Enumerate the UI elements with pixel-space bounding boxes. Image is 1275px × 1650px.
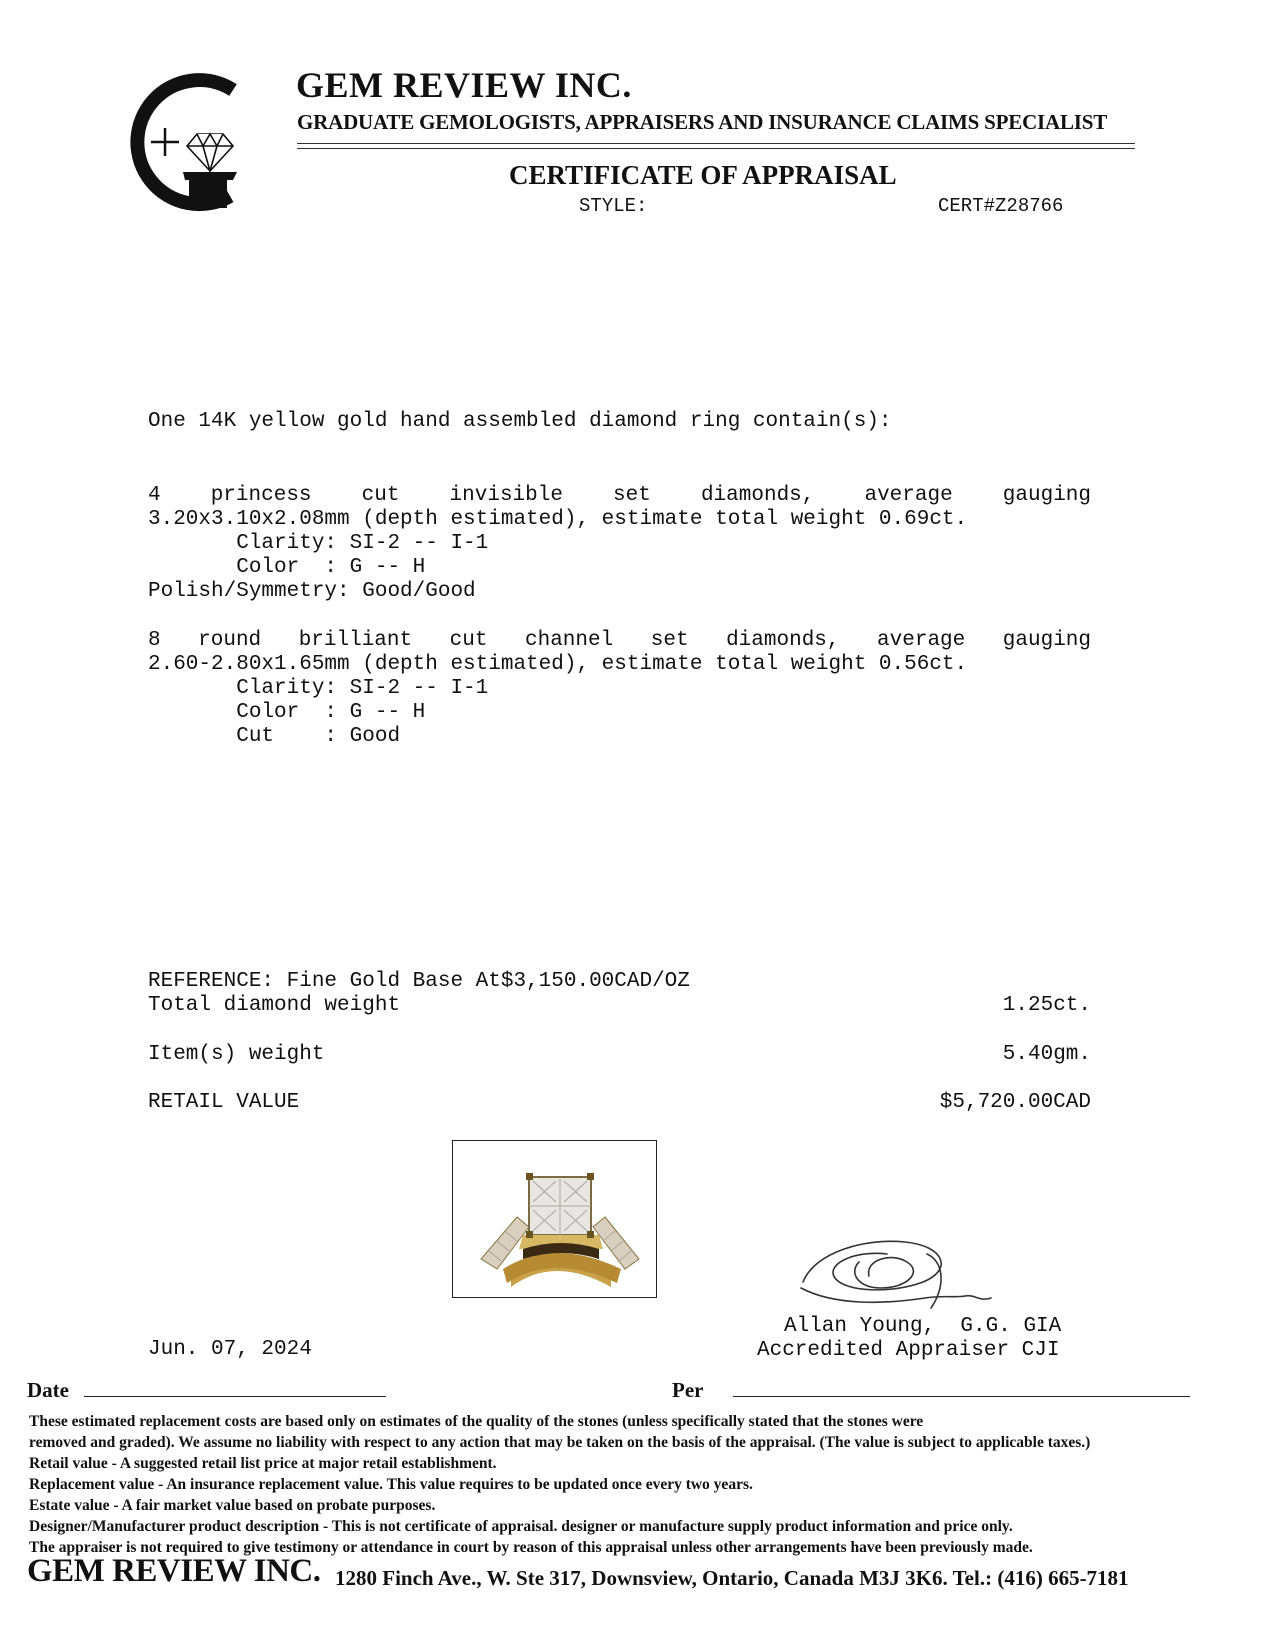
disclaimer-line: Estate value - A fair market value based on probate purposes.	[29, 1497, 436, 1514]
word: invisible	[449, 484, 563, 507]
item-weight-label: Item(s) weight	[148, 1043, 325, 1066]
total-weight-label: Total diamond weight	[148, 994, 401, 1017]
diamond-ring-photo	[452, 1140, 657, 1298]
date-signature-line	[84, 1396, 386, 1397]
group2-color: Color : G -- H	[148, 701, 426, 724]
handwritten-signature	[795, 1232, 1005, 1320]
company-tagline: GRADUATE GEMOLOGISTS, APPRAISERS AND INSURANCE CLAIMS SPECIALIST	[297, 110, 1108, 134]
disclaimer-line: Retail value - A suggested retail list price at major retail establishment.	[29, 1455, 497, 1472]
group2-cut: Cut : Good	[148, 725, 401, 748]
word: princess	[210, 484, 312, 507]
word: round	[198, 629, 262, 652]
word: channel	[524, 629, 614, 652]
disclaimer-line: The appraiser is not required to give testimony or attendance in court by reason of this appraisal unless other arrangements have been previously made.	[29, 1539, 1033, 1556]
company-name: GEM REVIEW INC.	[296, 65, 632, 105]
disclaimer-line: Replacement value - An insurance replacement value. This value requires to be updated once every two years.	[29, 1476, 753, 1493]
style-label: STYLE:	[579, 195, 648, 217]
group2-clarity: Clarity: SI-2 -- I-1	[148, 677, 489, 700]
appraisal-date: Jun. 07, 2024	[148, 1338, 312, 1361]
word: 8	[148, 629, 161, 652]
word: gauging	[1002, 629, 1091, 652]
group1-color: Color : G -- H	[148, 556, 426, 579]
word: average	[864, 484, 953, 507]
per-signature-line	[733, 1396, 1190, 1397]
disclaimer-line: Designer/Manufacturer product description - This is not certificate of appraisal. designer or manufacture supply product information and price only.	[29, 1518, 1013, 1535]
item-weight-value: 5.40gm.	[1002, 1043, 1091, 1066]
group1-line1	[148, 484, 1091, 508]
total-weight-value: 1.25ct.	[1002, 994, 1091, 1017]
date-label: Date	[27, 1378, 69, 1402]
header-rule-top	[297, 143, 1135, 144]
per-label: Per	[672, 1378, 704, 1402]
retail-value-amount: $5,720.00CAD	[939, 1091, 1091, 1114]
word: cut	[361, 484, 400, 507]
word: gauging	[1002, 484, 1091, 507]
appraiser-name: Allan Young, G.G. GIA	[784, 1315, 1062, 1338]
footer-company-name: GEM REVIEW INC.	[27, 1553, 321, 1589]
header-rule-bottom	[297, 148, 1135, 149]
word: average	[877, 629, 966, 652]
word: set	[650, 629, 689, 652]
word: diamonds,	[726, 629, 840, 652]
disclaimer-line: These estimated replacement costs are based only on estimates of the quality of the stones (unless specifically stated that the stones were	[29, 1413, 924, 1430]
group2-line2: 2.60-2.80x1.65mm (depth estimated), estimate total weight 0.56ct.	[148, 653, 968, 676]
group1-line2: 3.20x3.10x2.08mm (depth estimated), estimate total weight 0.69ct.	[148, 508, 968, 531]
reference-line: REFERENCE: Fine Gold Base At$3,150.00CAD/OZ	[148, 970, 690, 993]
cert-number: CERT#Z28766	[938, 195, 1064, 217]
certificate-title: CERTIFICATE OF APPRAISAL	[509, 160, 897, 190]
company-logo	[105, 68, 255, 218]
word: brilliant	[298, 629, 413, 652]
appraiser-title: Accredited Appraiser CJI	[757, 1339, 1060, 1362]
group2-line1	[148, 629, 1091, 653]
word: 4	[148, 484, 161, 507]
group1-clarity: Clarity: SI-2 -- I-1	[148, 532, 489, 555]
footer-address: 1280 Finch Ave., W. Ste 317, Downsview, Ontario, Canada M3J 3K6. Tel.: (416) 665-7181	[335, 1566, 1129, 1590]
word: set	[613, 484, 651, 507]
disclaimer-line: removed and graded). We assume no liability with respect to any action that may be taken on the basis of the appraisal. (The value is subject to applicable taxes.)	[29, 1434, 1091, 1451]
item-intro: One 14K yellow gold hand assembled diamond ring contain(s):	[148, 410, 892, 433]
retail-value-label: RETAIL VALUE	[148, 1091, 300, 1114]
group1-polish: Polish/Symmetry: Good/Good	[148, 580, 476, 603]
word: diamonds,	[700, 484, 815, 507]
word: cut	[449, 629, 488, 652]
